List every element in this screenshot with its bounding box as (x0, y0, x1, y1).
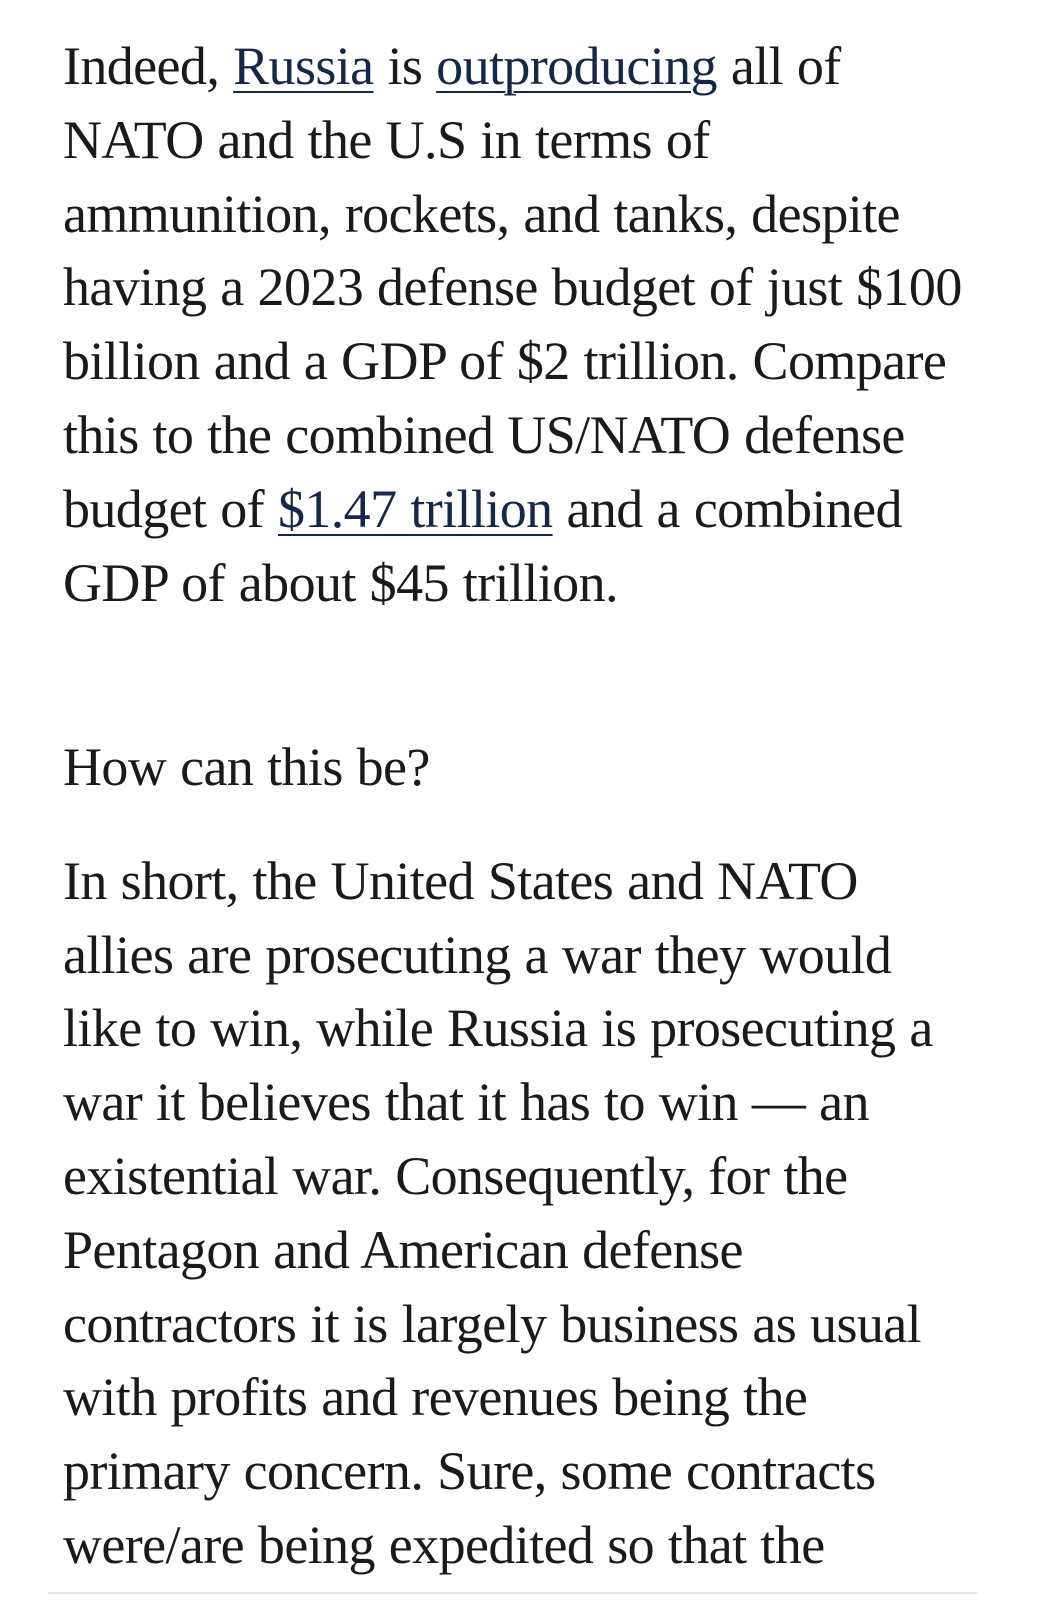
link-outproducing[interactable]: outproducing (436, 36, 717, 96)
link-russia[interactable]: Russia (233, 36, 374, 96)
article-body (63, 30, 963, 1583)
paragraph-existential-war: In short, the United States and NATO allies are prosecuting a war they would like to win, while Russia is prosecuting a war it believes that it has to win — an existential war. Consequently, for the Pentagon and American defense contractors it is largely business as usual with profits and revenues being the primary concern. Sure, some contracts were/are being expedited so that the (63, 850, 933, 1575)
text-segment: all of NATO and the U.S in terms of ammunition, rockets, and tanks, despite having a 2023 defense budget of just $100 billion and a GDP of $2 trillion. Compare this to the combined US/​NATO defense budget of (63, 36, 962, 539)
link-defense-budget[interactable]: $1.47 trillion (277, 478, 553, 539)
text-segment: Indeed, (63, 36, 234, 96)
paragraph-russia-production (63, 30, 963, 694)
text-segment: is (373, 36, 437, 96)
paragraph-question: How can this be? (63, 737, 430, 797)
bottom-divider (48, 1592, 978, 1594)
text-segment: and a combined GDP of about $45 trillion. (63, 478, 902, 613)
